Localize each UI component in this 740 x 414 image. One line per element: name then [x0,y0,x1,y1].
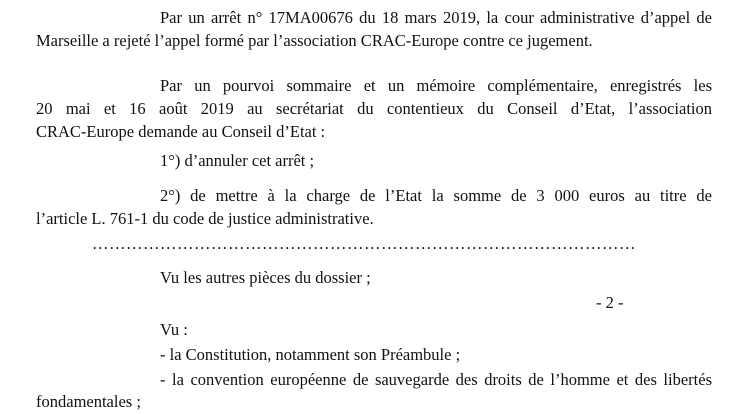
para2-line1: Par un pourvoi sommaire et un mémoire complémentaire, enregistrés les [160,76,712,95]
visa-list-item-constitution: - la Constitution, notamment son Préambule ; [160,345,461,364]
para2-line2: 20 mai et 16 août 2019 au secrétariat du contentieux du Conseil d’Etat, l’association [36,99,712,118]
visa-list-item-convention-line1: - la convention européenne de sauvegarde des droits de l’homme et des libertés [160,370,712,389]
request-item-1: 1°) d’annuler cet arrêt ; [160,151,315,170]
dotted-separator: …………………………………………………………………………………… [92,234,636,253]
request-item-2-line2: l’article L. 761-1 du code de justice administrative. [36,209,374,228]
para2-line3: CRAC-Europe demande au Conseil d’Etat : [36,122,326,141]
request-item-2-line1: 2°) de mettre à la charge de l’Etat la somme de 3 000 euros au titre de [160,186,712,205]
page-number: - 2 - [596,293,624,312]
vu-autres-pieces: Vu les autres pièces du dossier ; [160,268,371,287]
para1-line1: Par un arrêt n° 17MA00676 du 18 mars 2019, la cour administrative d’appel de [160,8,712,27]
para1-line2: Marseille a rejeté l’appel formé par l’association CRAC-Europe contre ce jugement. [36,31,593,50]
visa-list-item-convention-line2: fondamentales ; [36,392,141,411]
vu-heading: Vu : [160,320,188,339]
